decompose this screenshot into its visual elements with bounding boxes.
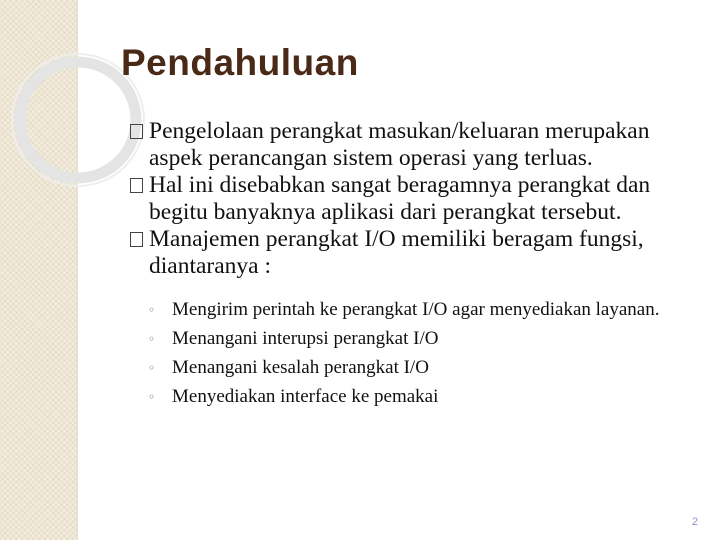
bullet-box-icon (130, 124, 143, 139)
sub-bullet-text: Menangani kesalah perangkat I/O (172, 357, 429, 378)
bullet-box-icon (130, 178, 143, 193)
ring-bullet-icon: ◦ (148, 303, 156, 317)
bullet-box-icon (130, 232, 143, 247)
bullet-text: Hal ini disebabkan sangat beragamnya perangkat dan begitu banyaknya aplikasi dari perangkat tersebut. (149, 172, 651, 225)
ring-bullet-icon: ◦ (148, 361, 156, 375)
sub-bullet-item (148, 328, 705, 349)
sub-bullet-list (130, 299, 705, 407)
slide-content (130, 118, 705, 415)
ring-bullet-icon: ◦ (148, 390, 156, 404)
slide-number: 2 (691, 516, 698, 528)
sub-bullet-text: Menyediakan interface ke pemakai (172, 386, 439, 407)
sub-bullet-item (148, 299, 705, 320)
bullet-item (130, 226, 705, 279)
sub-bullet-item (148, 357, 705, 378)
ring-bullet-icon: ◦ (148, 332, 156, 346)
sub-bullet-text: Mengirim perintah ke perangkat I/O agar menyediakan layanan. (172, 299, 660, 320)
sub-bullet-item (148, 386, 705, 407)
bullet-text: Pengelolaan perangkat masukan/keluaran merupakan aspek perancangan sistem operasi yang terluas. (149, 118, 650, 171)
bullet-text: Manajemen perangkat I/O memiliki beragam fungsi, diantaranya : (149, 226, 644, 279)
bullet-item (130, 172, 705, 225)
slide-title: Pendahuluan (121, 42, 359, 83)
sub-bullet-text: Menangani interupsi perangkat I/O (172, 328, 439, 349)
bullet-item (130, 118, 705, 171)
